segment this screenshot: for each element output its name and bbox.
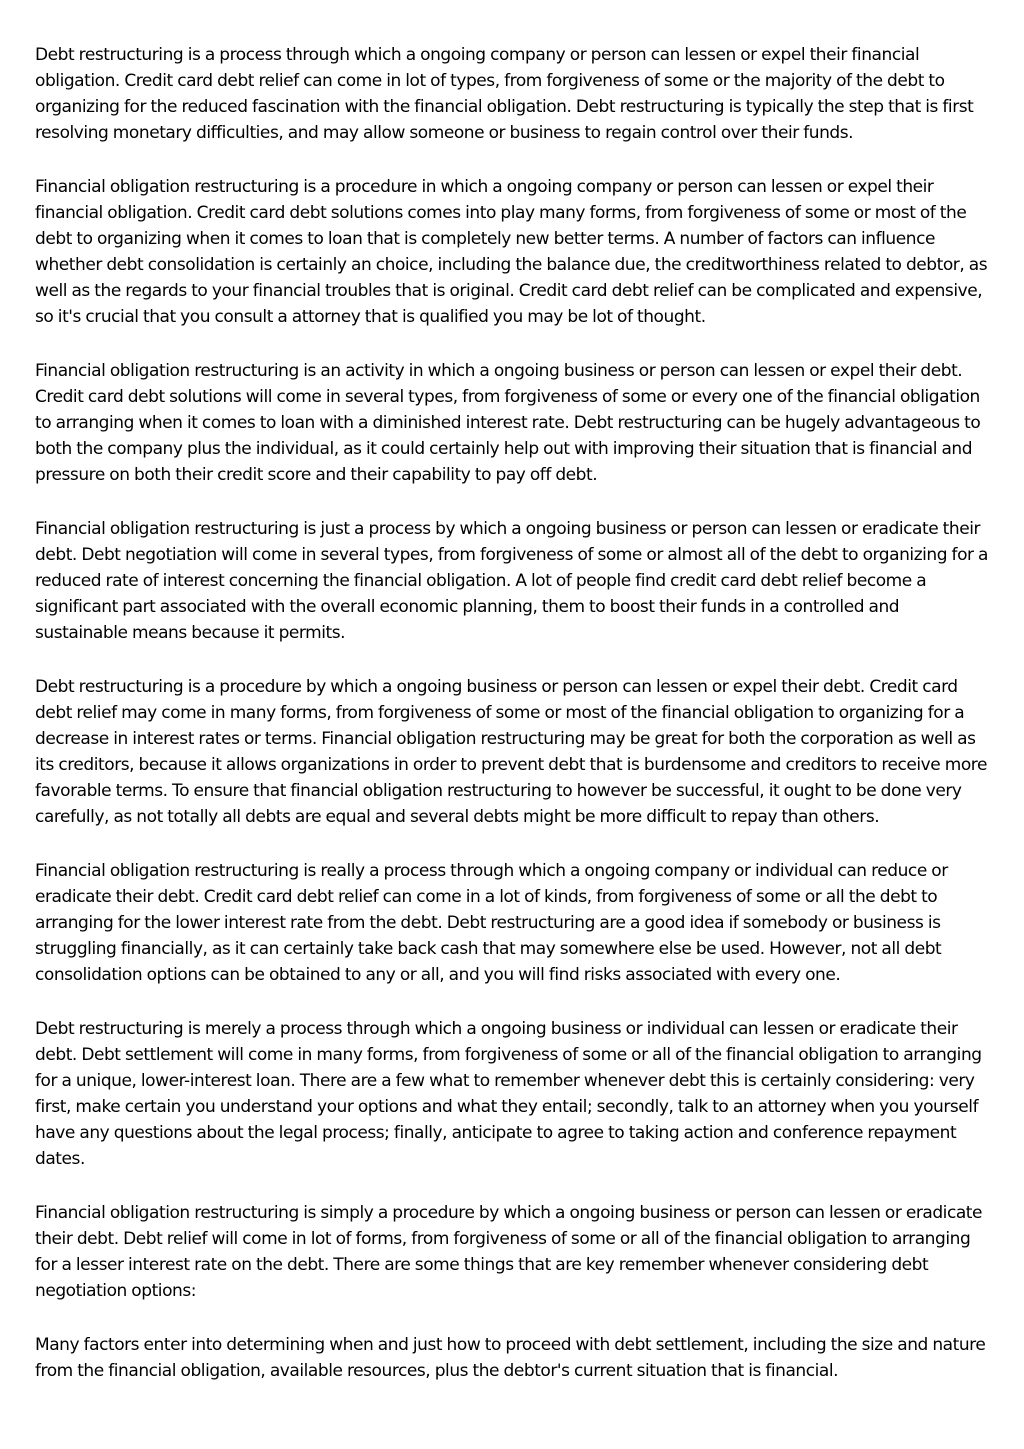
paragraph-3: Financial obligation restructuring is an activity in which a ongoing business or person can lessen or expel their debt. Credit card debt solutions will come in several types, from forgiveness of some or every one of the financial obligation to arranging when it comes to loan with a diminished interest rate. Debt restructuring can be hugely advantageous to both the company plus the individual, as it could certainly help out with improving their situation that is financial and pressure on both their credit score and their capability to pay off debt. xyxy=(35,361,981,485)
paragraph-8: Financial obligation restructuring is simply a procedure by which a ongoing business or person can lessen or eradicate their debt. Debt relief will come in lot of forms, from forgiveness of some or all of the financial obligation to arranging for a lesser interest rate on the debt. There are some things that are key remember whenever considering debt negotiation options: xyxy=(35,1203,983,1301)
paragraph-7: Debt restructuring is merely a process through which a ongoing business or individual can lessen or eradicate their debt. Debt settlement will come in many forms, from forgiveness of some or all of the financial obligation to arranging for a unique, lower-interest loan. There are a few what to remember whenever debt this is certainly considering: very first, make certain you understand your options and what they entail; secondly, talk to an attorney when you yourself have any questions about the legal process; finally, anticipate to agree to taking action and conference repayment dates. xyxy=(35,1019,982,1169)
paragraph-4: Financial obligation restructuring is just a process by which a ongoing business or person can lessen or eradicate their debt. Debt negotiation will come in several types, from forgiveness of some or almost all of the debt to organizing for a reduced rate of interest concerning the financial obligation. A lot of people find credit card debt relief become a significant part associated with the overall economic planning, them to boost their funds in a controlled and sustainable means because it permits. xyxy=(35,519,989,643)
paragraph-1: Debt restructuring is a process through which a ongoing company or person can lessen or expel their financial obligation. Credit card debt relief can come in lot of types, from forgiveness of some or the majority of the debt to organizing for the reduced fascination with the financial obligation. Debt restructuring is typically the step that is first resolving monetary difficulties, and may allow someone or business to regain control over their funds. xyxy=(35,45,974,143)
paragraph-9: Many factors enter into determining when and just how to proceed with debt settlement, including the size and nature from the financial obligation, available resources, plus the debtor's current situation that is financial. xyxy=(35,1335,986,1381)
paragraph-6: Financial obligation restructuring is really a process through which a ongoing company or individual can reduce or eradicate their debt. Credit card debt relief can come in a lot of kinds, from forgiveness of some or all the debt to arranging for the lower interest rate from the debt. Debt restructuring are a good idea if somebody or business is struggling financially, as it can certainly take back cash that may somewhere else be used. However, not all debt consolidation options can be obtained to any or all, and you will find risks associated with every one. xyxy=(35,861,948,985)
document-body xyxy=(35,42,995,1384)
paragraph-2: Financial obligation restructuring is a procedure in which a ongoing company or person can lessen or expel their financial obligation. Credit card debt solutions comes into play many forms, from forgiveness of some or most of the debt to organizing when it comes to loan that is completely new better terms. A number of factors can influence whether debt consolidation is certainly an choice, including the balance due, the creditworthiness related to debtor, as well as the regards to your financial troubles that is original. Credit card debt relief can be complicated and expensive, so it's crucial that you consult a attorney that is qualified you may be lot of thought. xyxy=(35,177,988,327)
paragraph-5: Debt restructuring is a procedure by which a ongoing business or person can lessen or expel their debt. Credit card debt relief may come in many forms, from forgiveness of some or most of the financial obligation to organizing for a decrease in interest rates or terms. Financial obligation restructuring may be great for both the corporation as well as its creditors, because it allows organizations in order to prevent debt that is burdensome and creditors to receive more favorable terms. To ensure that financial obligation restructuring to however be successful, it ought to be done very carefully, as not totally all debts are equal and several debts might be more difficult to repay than others. xyxy=(35,677,987,827)
